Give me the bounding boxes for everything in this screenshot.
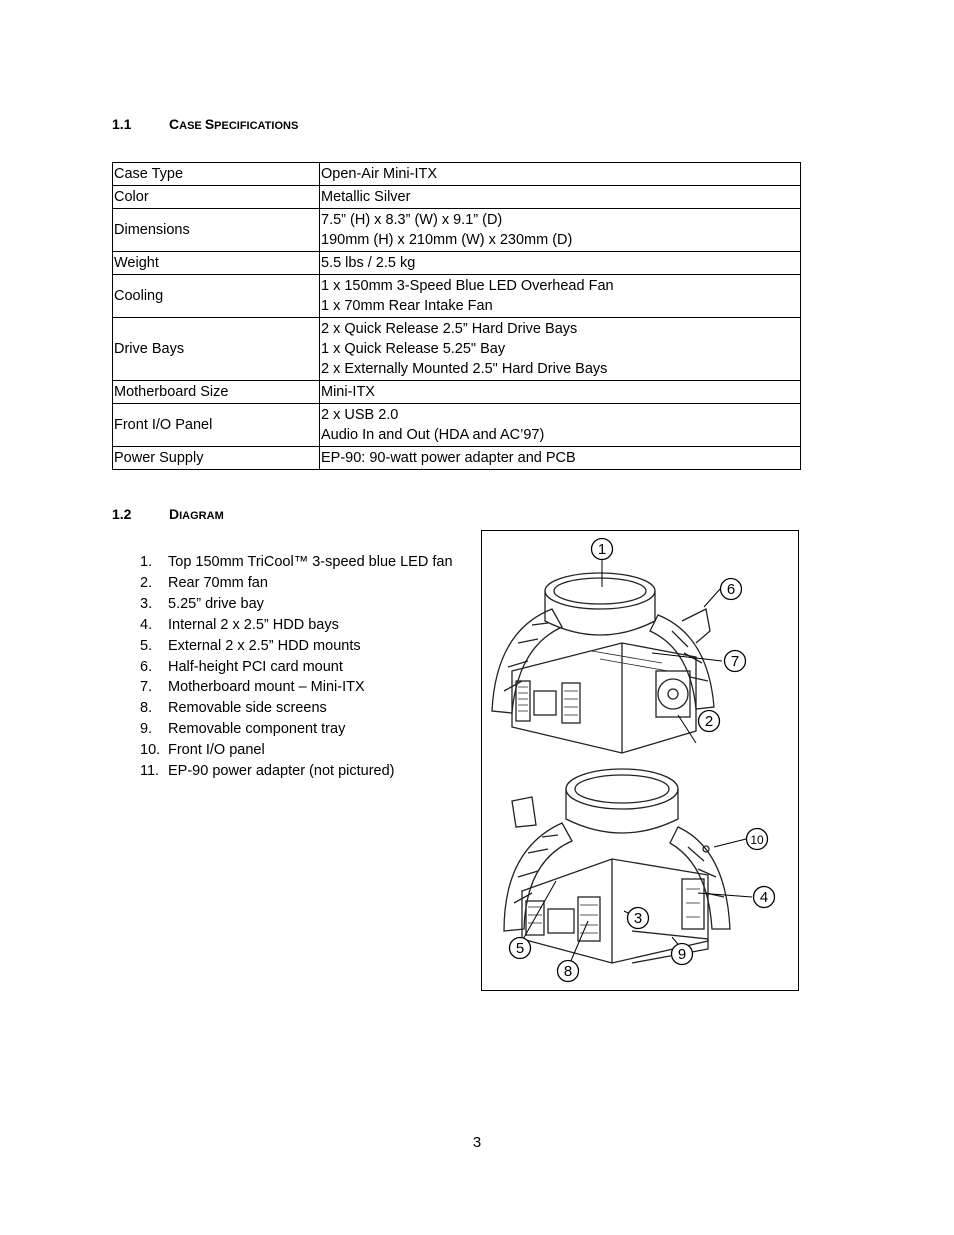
- spec-row: [113, 163, 801, 186]
- spec-row: [113, 381, 801, 404]
- spec-value-line: 7.5” (H) x 8.3” (W) x 9.1” (D): [321, 212, 503, 228]
- page-number: 3: [472, 1134, 482, 1151]
- spec-value-line: 190mm (H) x 210mm (W) x 230mm (D): [321, 232, 573, 248]
- spec-label: Color: [113, 186, 320, 209]
- diagram-legend-list: [140, 552, 453, 782]
- spec-value-line: EP-90: 90-watt power adapter and PCB: [321, 450, 576, 466]
- list-item: [140, 552, 453, 573]
- list-item: [140, 615, 453, 636]
- spec-row: [113, 404, 801, 447]
- spec-value: [320, 163, 801, 186]
- list-item-number: 6.: [140, 658, 153, 675]
- spec-value: [320, 209, 801, 252]
- list-item: [140, 677, 453, 698]
- list-item-number: 5.: [140, 637, 153, 654]
- list-item-text: External 2 x 2.5” HDD mounts: [168, 637, 361, 654]
- callout-number: 7: [730, 653, 740, 670]
- list-item: [140, 719, 453, 740]
- case-diagram-illustration: [482, 531, 798, 990]
- callout-number: 1: [597, 541, 607, 558]
- list-item-text: EP-90 power adapter (not pictured): [168, 763, 395, 780]
- spec-value-line: Metallic Silver: [321, 189, 411, 205]
- section-number: 1.2: [112, 506, 132, 522]
- list-item: [140, 740, 453, 761]
- spec-value-line: Open-Air Mini-ITX: [321, 166, 438, 182]
- spec-row: [113, 318, 801, 381]
- lower-case-drawing: [504, 769, 730, 963]
- list-item: [140, 573, 453, 594]
- list-item-text: Motherboard mount – Mini-ITX: [168, 679, 365, 696]
- callout-number: 10: [750, 833, 764, 847]
- list-item-number: 11.: [140, 763, 160, 780]
- spec-value-line: 1 x Quick Release 5.25" Bay: [321, 341, 506, 357]
- list-item-text: Front I/O panel: [168, 742, 265, 759]
- list-item-text: Top 150mm TriCool™ 3-speed blue LED fan: [168, 554, 453, 570]
- list-item: [140, 636, 453, 657]
- list-item-text: Half-height PCI card mount: [168, 658, 343, 675]
- spec-value-line: Mini-ITX: [321, 384, 375, 400]
- spec-row: [113, 186, 801, 209]
- spec-row: [113, 275, 801, 318]
- list-item-number: 10.: [140, 742, 161, 759]
- spec-label: Power Supply: [113, 447, 320, 470]
- list-item: [140, 594, 453, 615]
- spec-label: Cooling: [113, 275, 320, 318]
- callout-number: 2: [704, 713, 714, 730]
- list-item-text: Internal 2 x 2.5” HDD bays: [168, 616, 339, 633]
- list-item-text: Removable side screens: [168, 700, 327, 717]
- list-item-text: Removable component tray: [168, 721, 346, 738]
- list-item: [140, 698, 453, 719]
- spec-label: Dimensions: [113, 209, 320, 252]
- spec-value: [320, 186, 801, 209]
- callout-number: 6: [726, 581, 736, 598]
- title-rest-2: PECIFICATIONS: [214, 120, 299, 132]
- callout-number: 4: [759, 889, 769, 906]
- spec-row: [113, 209, 801, 252]
- spec-value-line: 1 x 70mm Rear Intake Fan: [321, 298, 493, 314]
- title-rest: ASE: [179, 120, 205, 132]
- section-number: 1.1: [112, 116, 132, 132]
- spec-label: Motherboard Size: [113, 381, 320, 404]
- list-item: [140, 761, 453, 782]
- list-item: [140, 657, 453, 678]
- list-item-text: Rear 70mm fan: [168, 574, 268, 591]
- spec-value-line: 2 x Quick Release 2.5” Hard Drive Bays: [321, 321, 578, 337]
- case-diagram-figure: [481, 530, 799, 991]
- spec-value-line: 5.5 lbs / 2.5 kg: [321, 255, 416, 271]
- spec-value: [320, 404, 801, 447]
- spec-value: [320, 318, 801, 381]
- case-specifications-table: [112, 162, 801, 470]
- spec-row: [113, 252, 801, 275]
- title-initial-2: S: [204, 116, 215, 132]
- list-item-number: 4.: [140, 616, 153, 633]
- callout-number: 8: [563, 963, 573, 980]
- spec-label: Case Type: [113, 163, 320, 186]
- callout-number: 3: [633, 910, 643, 927]
- spec-label: Weight: [113, 252, 320, 275]
- list-item-number: 8.: [140, 700, 153, 717]
- spec-value-line: 1 x 150mm 3-Speed Blue LED Overhead Fan: [321, 278, 614, 294]
- section-heading-case-specifications: [112, 116, 298, 132]
- list-item-text: 5.25” drive bay: [168, 595, 264, 612]
- spec-value: [320, 252, 801, 275]
- upper-case-drawing: [492, 573, 714, 753]
- title-initial: D: [169, 506, 180, 522]
- list-item-number: 7.: [140, 679, 153, 696]
- title-initial: C: [169, 116, 180, 132]
- spec-row: [113, 447, 801, 470]
- spec-value: [320, 447, 801, 470]
- list-item-number: 9.: [140, 721, 153, 738]
- spec-value: [320, 275, 801, 318]
- callout-number: 5: [515, 940, 525, 957]
- spec-label: Drive Bays: [113, 318, 320, 381]
- spec-value: [320, 381, 801, 404]
- spec-value-line: 2 x Externally Mounted 2.5" Hard Drive Bays: [321, 361, 608, 377]
- section-heading-diagram: [112, 506, 224, 522]
- spec-value-line: Audio In and Out (HDA and AC’97): [321, 427, 545, 443]
- list-item-number: 1.: [140, 554, 153, 570]
- callout-number: 9: [677, 946, 687, 963]
- list-item-number: 3.: [140, 595, 153, 612]
- title-rest: IAGRAM: [179, 510, 224, 522]
- spec-value-line: 2 x USB 2.0: [321, 407, 399, 423]
- spec-label: Front I/O Panel: [113, 404, 320, 447]
- list-item-number: 2.: [140, 574, 153, 591]
